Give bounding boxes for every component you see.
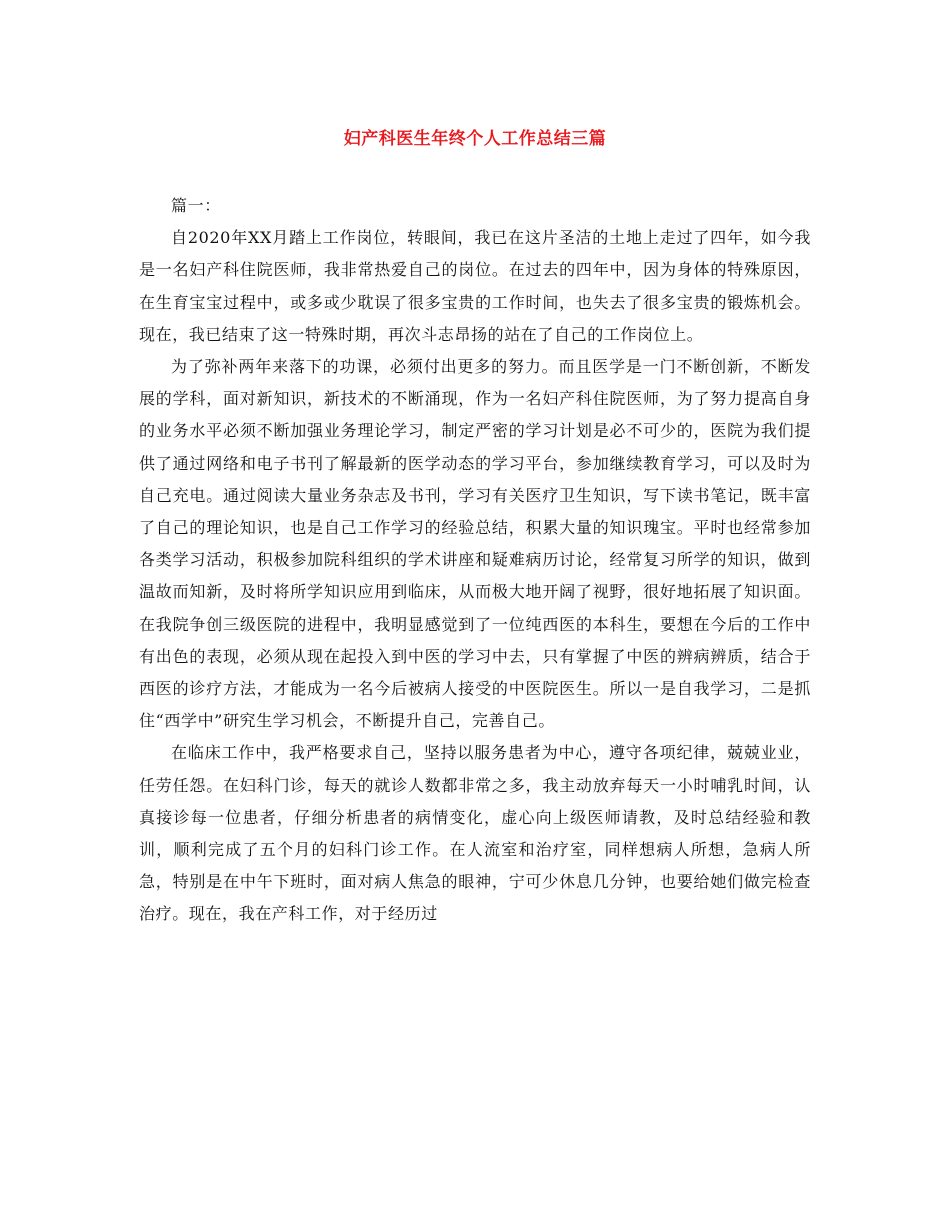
document-title: 妇产科医生年终个人工作总结三篇 [343,129,607,149]
paragraph-1: 自2020年XX月踏上工作岗位，转眼间，我已在这片圣洁的土地上走过了四年，如今我是一名妇产科住院医师，我非常热爱自己的岗位。在过去的四年中，因为身体的特殊原因，在生育宝宝过程中，或多或少耽误了很多宝贵的工作时间，也失去了很多宝贵的锻炼机会。现在，我已结束了这一特殊时期，再次斗志昂扬的站在了自己的工作岗位上。 [139,228,811,344]
paragraph-2: 为了弥补两年来落下的功课，必须付出更多的努力。而且医学是一门不断创新，不断发展的学科，面对新知识，新技术的不断涌现，作为一名妇产科住院医师，为了努力提高自身的业务水平必须不断加强业务理论学习，制定严密的学习计划是必不可少的，医院为我们提供了通过网络和电子书刊了解最新的医学动态的学习平台，参加继续教育学习，可以及时为自己充电。通过阅读大量业务杂志及书刊，学习有关医疗卫生知识，写下读书笔记，既丰富了自己的理论知识，也是自己工作学习的经验总结，积累大量的知识瑰宝。平时也经常参加各类学习活动，积极参加院科组织的学术讲座和疑难病历讨论，经常复习所学的知识，做到温故而知新，及时将所学知识应用到临床，从而极大地开阔了视野，很好地拓展了知识面。在我院争创三级医院的进程中，我明显感觉到了一位纯西医的本科生，要想在今后的工作中有出色的表现，必须从现在起投入到中医的学习中去，只有掌握了中医的辨病辨质，结合于西医的诊疗方法，才能成为一名今后被病人接受的中医院医生。所以一是自我学习，二是抓住“西学中”研究生学习机会，不断提升自己，完善自己。 [139,357,811,731]
section-label: 篇一： [171,196,221,215]
document-body [139,190,811,931]
paragraph-3: 在临床工作中，我严格要求自己，坚持以服务患者为中心，遵守各项纪律，兢兢业业，任劳任怨。在妇科门诊，每天的就诊人数都非常之多，我主动放弃每天一小时哺乳时间，认真接诊每一位患者，仔细分析患者的病情变化，虚心向上级医师请教，及时总结经验和教训，顺利完成了五个月的妇科门诊工作。在人流室和治疗室，同样想病人所想，急病人所急，特别是在中午下班时，面对病人焦急的眼神，宁可少休息几分钟，也要给她们做完检查治疗。现在，我在产科工作，对于经历过 [139,743,811,924]
